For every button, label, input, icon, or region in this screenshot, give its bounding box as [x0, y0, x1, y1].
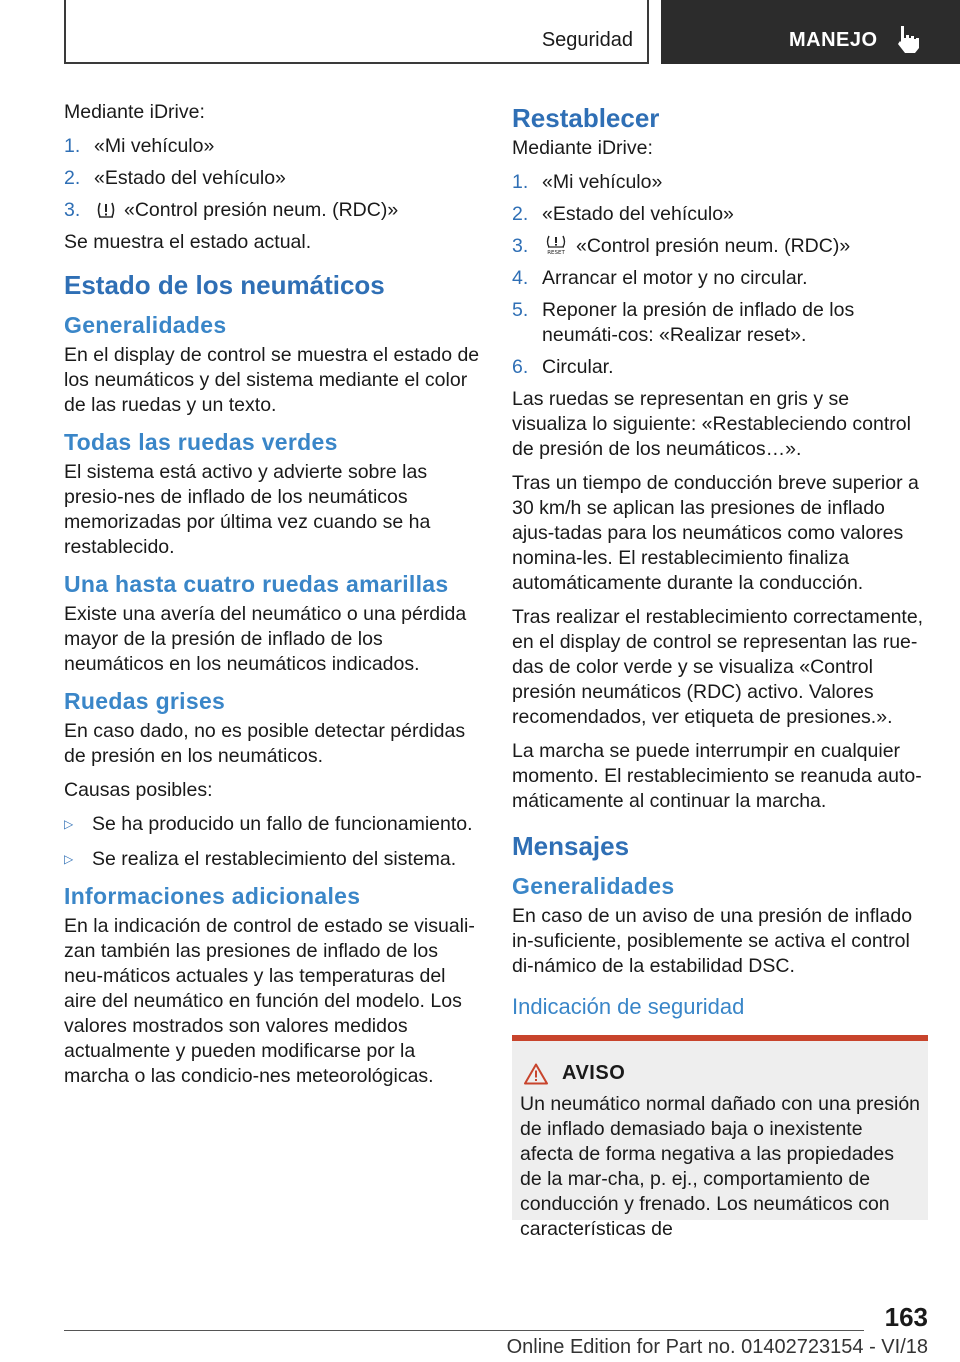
- step-text: «Control presión neum. (RDC)»: [576, 235, 851, 257]
- step-number: 5.: [512, 299, 529, 321]
- edition-note: Online Edition for Part no. 01402723154 - VI/18: [506, 1336, 928, 1358]
- reset-paragraph-2: Tras un tiempo de conducción breve superior a 30 km/h se aplican las presiones de inflado ajus-tadas para los neumáticos como valores nomina-les. El restablecimiento finaliza automáticamente durante la conducción.: [512, 472, 919, 594]
- list-item: [512, 355, 928, 380]
- list-item: [64, 847, 480, 872]
- step-text: «Mi vehículo»: [94, 135, 215, 157]
- bullet-triangle-icon: ▷: [64, 817, 74, 831]
- section-tab: [64, 0, 649, 64]
- chapter-label: MANEJO: [789, 29, 878, 51]
- messages-generalidades-text: En caso de un aviso de una presión de inflado in-suficiente, posiblemente se activa el control di-námico de la estabilidad DSC.: [512, 905, 913, 977]
- list-item: [64, 198, 480, 223]
- subtitle-generalidades: Generalidades: [512, 873, 675, 899]
- reset-paragraph-1: Las ruedas se representan en gris y se visualiza lo siguiente: «Restableciendo control de presión de los neumáticos…».: [512, 388, 911, 460]
- right-column: [512, 100, 928, 1240]
- subtitle-grey-wheels: Ruedas grises: [64, 688, 226, 714]
- list-item: [512, 298, 928, 348]
- step-text: «Mi vehículo»: [542, 171, 663, 193]
- section-title-tire-status: Estado de los neumáticos: [64, 270, 385, 300]
- list-item: [512, 266, 928, 291]
- step-number: 3.: [64, 199, 81, 221]
- step-text: Arrancar el motor y no circular.: [542, 267, 808, 289]
- footer-divider: [64, 1330, 864, 1331]
- bullet-triangle-icon: ▷: [64, 852, 74, 866]
- subtitle-additional-info: Informaciones adicionales: [64, 883, 361, 909]
- warning-header: [520, 1061, 920, 1086]
- step-number: 2.: [512, 203, 529, 225]
- step-text: «Estado del vehículo»: [94, 167, 286, 189]
- idrive-intro: Mediante iDrive:: [64, 101, 205, 123]
- cause-text: Se ha producido un fallo de funcionamiento.: [92, 813, 473, 835]
- status-shown-text: Se muestra el estado actual.: [64, 231, 312, 253]
- left-column: [64, 100, 480, 1098]
- yellow-wheels-text: Existe una avería del neumático o una pérdida mayor de la presión de inflado de los neumáticos en los neumáticos indicados.: [64, 603, 467, 675]
- chapter-tab: [661, 0, 960, 64]
- generalidades-text: En el display de control se muestra el estado de los neumáticos y del sistema mediante el color de las ruedas y un texto.: [64, 344, 480, 416]
- list-item: [512, 234, 928, 259]
- grey-wheels-text: En caso dado, no es posible detectar pérdidas de presión en los neumáticos.: [64, 720, 466, 767]
- page-header: [0, 0, 960, 66]
- additional-info-text: En la indicación de control de estado se visuali-zan también las presiones de inflado de los neu-máticos actuales y las temperaturas del aire del neumático en función del modelo. Los valores mostrados son valores medidos actualmente y pueden modificarse por la marcha o las condicio-nes meteorológicas.: [64, 915, 475, 1087]
- step-number: 2.: [64, 167, 81, 189]
- tire-pressure-reset-icon: [544, 235, 568, 255]
- green-wheels-text: El sistema está activo y advierte sobre las presio-nes de inflado de los neumáticos memorizadas por última vez cuando se ha restablecido.: [64, 461, 431, 558]
- list-item: [64, 166, 480, 191]
- subtitle-yellow-wheels: Una hasta cuatro ruedas amarillas: [64, 571, 449, 597]
- step-number: 4.: [512, 267, 529, 289]
- section-title-messages: Mensajes: [512, 831, 630, 861]
- step-text: «Control presión neum. (RDC)»: [124, 199, 399, 221]
- causes-list: [64, 812, 480, 872]
- step-text: Circular.: [542, 356, 614, 378]
- list-item: [512, 170, 928, 195]
- step-number: 1.: [64, 135, 81, 157]
- reset-steps: [512, 170, 928, 380]
- step-text: Reponer la presión de inflado de los neumáti-cos: «Realizar reset».: [542, 299, 855, 346]
- step-text: «Estado del vehículo»: [542, 203, 734, 225]
- list-item: [64, 134, 480, 159]
- step-number: 3.: [512, 235, 529, 257]
- status-steps: [64, 134, 480, 223]
- warning-title: AVISO: [562, 1062, 626, 1084]
- reset-paragraph-3: Tras realizar el restablecimiento correctamente, en el display de control se representan las rue-das de color verde y se visualiza «Control presión neumáticos (RDC) activo. Valores recomendados, ver etiqueta de presiones.».: [512, 606, 924, 728]
- tire-pressure-warning-icon: [96, 201, 116, 219]
- list-item: [512, 202, 928, 227]
- warning-text: Un neumático normal dañado con una presión de inflado demasiado baja o inexistente afecta de forma negativa a las propiedades de la mar-cha, p. ej., comportamiento de conducción y frenado. Los neumáticos con características de: [520, 1093, 921, 1240]
- reset-icon-label: RESET: [547, 250, 565, 256]
- step-number: 1.: [512, 171, 529, 193]
- causes-label: Causas posibles:: [64, 779, 213, 801]
- section-label: Seguridad: [541, 29, 633, 51]
- idrive-intro: Mediante iDrive:: [512, 137, 653, 159]
- subtitle-safety-notice: Indicación de seguridad: [512, 994, 745, 1019]
- warning-triangle-icon: [524, 1063, 548, 1085]
- warning-box: [512, 1035, 928, 1240]
- section-title-reset: Restablecer: [512, 103, 660, 133]
- subtitle-green-wheels: Todas las ruedas verdes: [64, 429, 338, 455]
- step-number: 6.: [512, 356, 529, 378]
- pointing-hand-icon: [895, 24, 921, 54]
- reset-paragraph-4: La marcha se puede interrumpir en cualquier momento. El restablecimiento se reanuda auto-máticamente al continuar la marcha.: [512, 740, 922, 812]
- subtitle-generalidades: Generalidades: [64, 312, 227, 338]
- page-number: 163: [884, 1302, 928, 1332]
- cause-text: Se realiza el restablecimiento del sistema.: [92, 848, 457, 870]
- list-item: [64, 812, 480, 837]
